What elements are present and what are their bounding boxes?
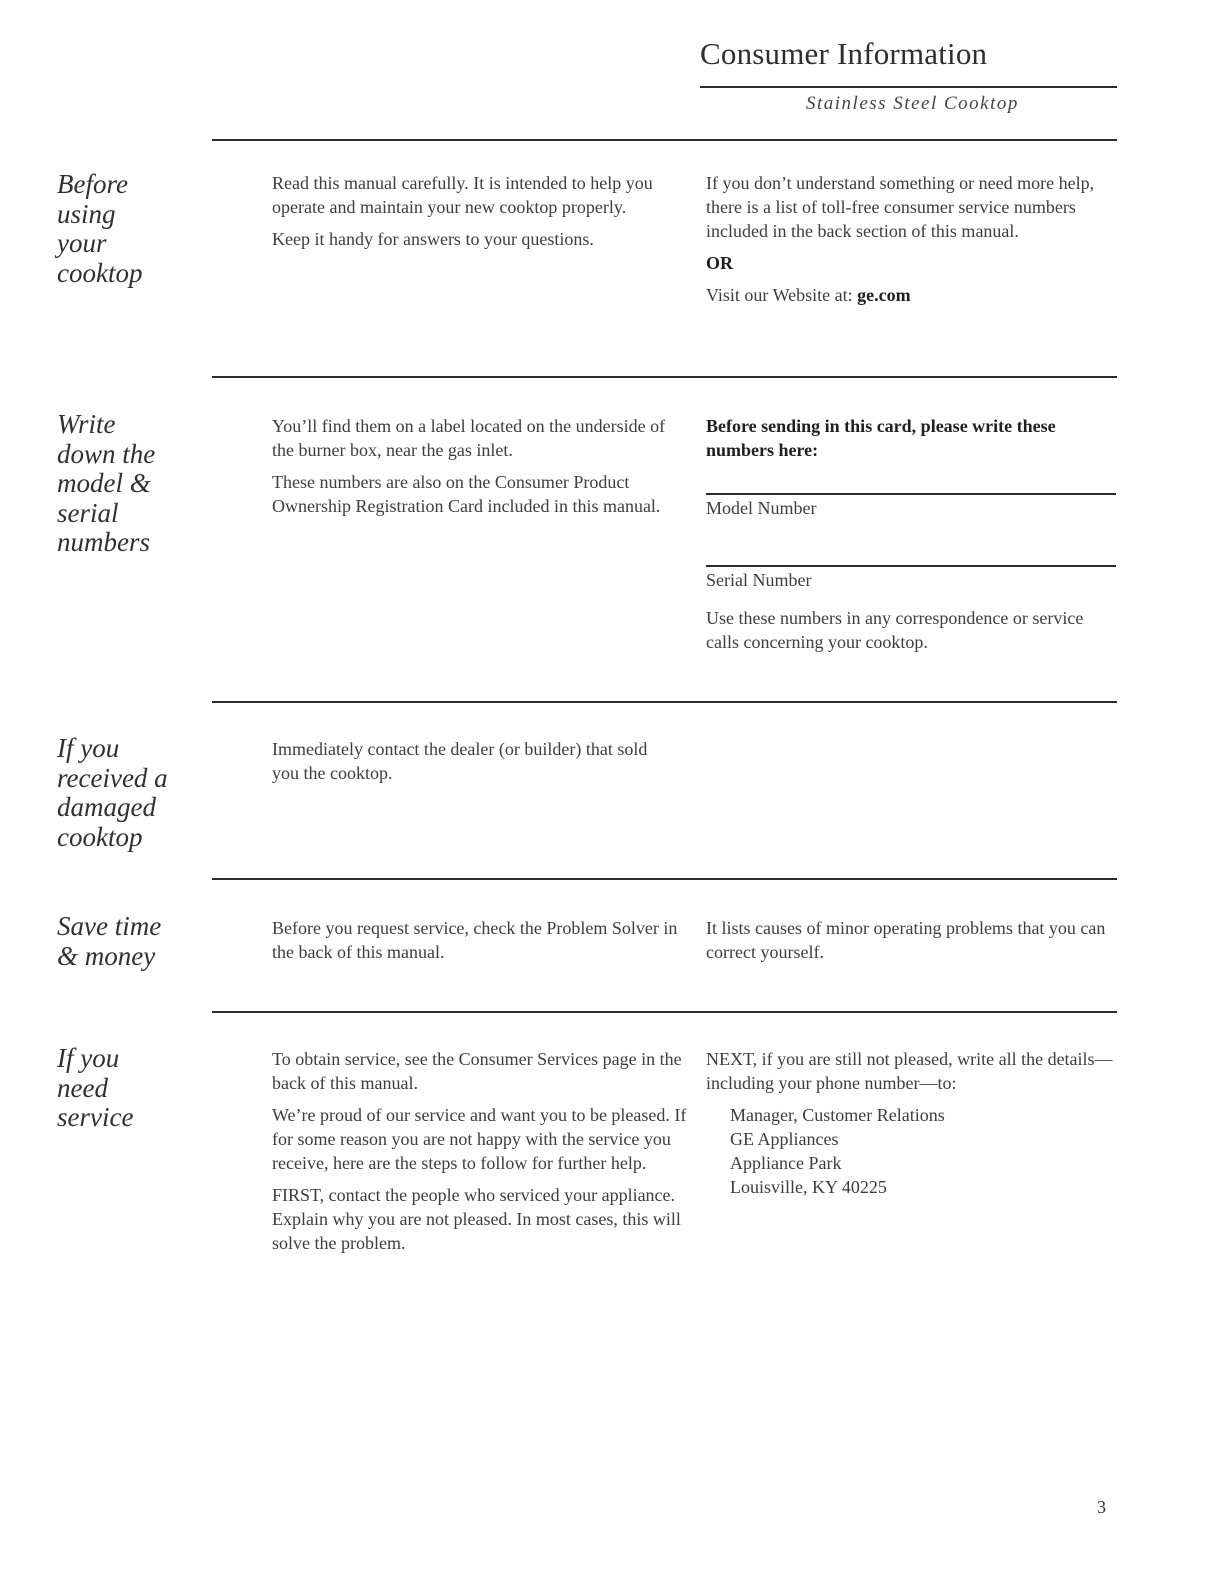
model-number-line[interactable] [706,493,1116,495]
section-heading-before-using: Before using your cooktop [57,169,143,288]
write-down-note: Use these numbers in any correspondence or service calls concerning your cooktop. [706,608,1084,652]
page-title: Consumer Information [700,36,988,71]
need-service-right-text: NEXT, if you are still not pleased, write all the details—including your phone number—to: Manager, Customer Relations GE Appliances Appliance Park Louisville, KY 40225 [706,1047,1116,1199]
damaged-left-text: Immediately contact the dealer (or builder) that sold you the cooktop. [272,739,648,783]
write-down-instruction: Before sending in this card, please write these numbers here: [706,416,1056,460]
section-divider [212,878,1117,880]
section-divider [212,701,1117,703]
or-label: OR [706,253,733,273]
before-using-left-text: Read this manual carefully. It is intended to help you operate and maintain your new cooktop properly. Keep it handy for answers to your questions. [272,173,653,249]
section-heading-write-down: Write down the model & serial numbers [57,409,156,557]
website-link[interactable]: ge.com [857,285,911,305]
page-subtitle: Stainless Steel Cooktop [806,93,1019,114]
mailing-address: Manager, Customer Relations GE Appliances Appliance Park Louisville, KY 40225 [730,1105,945,1197]
section-heading-need-service: If you need service [57,1043,134,1132]
section-divider [212,139,1117,141]
serial-number-label: Serial Number [706,570,812,590]
need-service-left-text: To obtain service, see the Consumer Services page in the back of this manual. We’re proud of our service and want you to be pleased. If for some reason you are not happy with the service you receive, here are the steps to follow for further help. FIRST, contact the people who serviced your appliance. Explain why you are not pleased. In most cases, this will solve the problem. [272,1049,687,1253]
before-using-right-text: If you don’t understand something or need more help, there is a list of toll-free consumer service numbers included in the back section of this manual. OR Visit our Website at: ge.com [706,171,1116,307]
save-time-right-text: It lists causes of minor operating problems that you can correct yourself. [706,918,1106,962]
section-divider [212,376,1117,378]
page-number: 3 [1097,1497,1106,1517]
section-heading-save-time: Save time & money [57,911,162,971]
section-heading-damaged: If you received a damaged cooktop [57,733,168,852]
serial-number-line[interactable] [706,565,1116,567]
write-down-left-text: You’ll find them on a label located on the underside of the burner box, near the gas inlet. These numbers are also on the Consumer Product Ownership Registration Card included in this manual. [272,416,666,516]
save-time-left-text: Before you request service, check the Problem Solver in the back of this manual. [272,918,678,962]
header-rule [700,86,1117,88]
model-number-label: Model Number [706,498,817,518]
section-divider [212,1011,1117,1013]
